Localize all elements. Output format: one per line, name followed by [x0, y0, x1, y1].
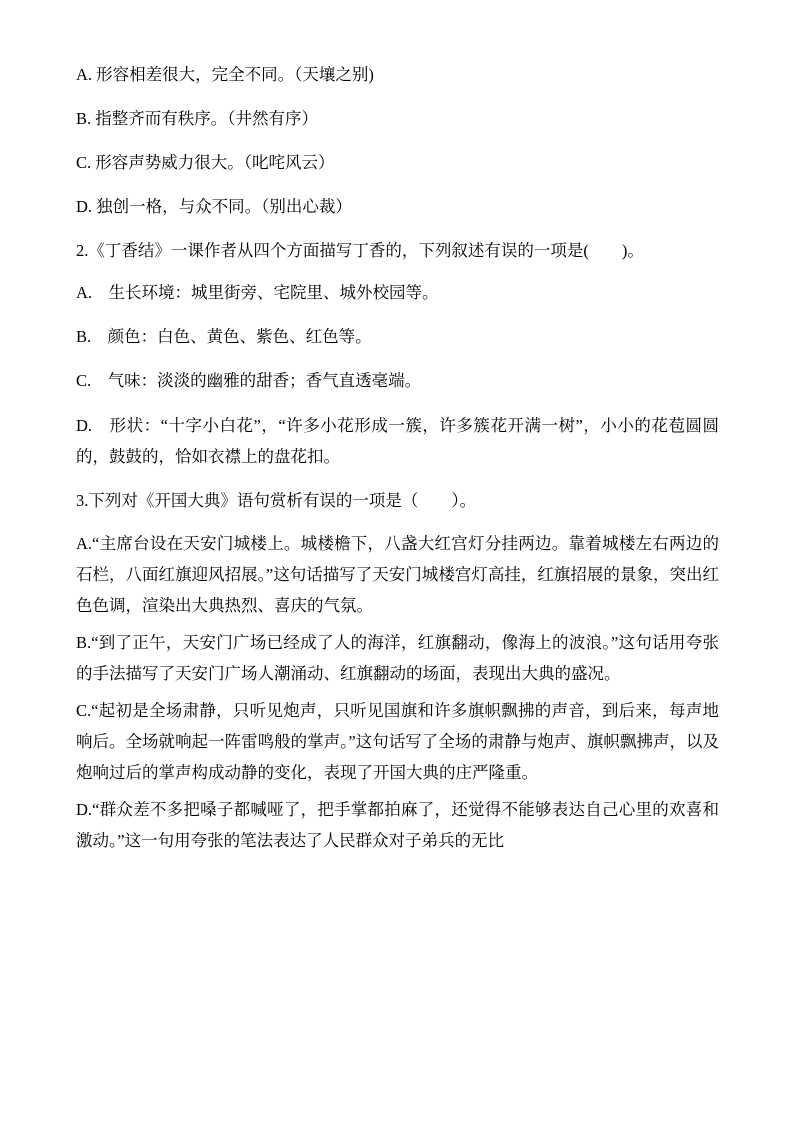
question-3	[76, 486, 719, 856]
question-2-stem: 2.《丁香结》一课作者从四个方面描写丁香的，下列叙述有误的一项是( )。	[76, 241, 644, 260]
option-d: D. 独创一格，与众不同。（别出心裁）	[76, 197, 352, 216]
option-b: B. 指整齐而有秩序。（井然有序）	[76, 109, 319, 128]
question-2-option-c: C. 气味：淡淡的幽雅的甜香；香气直透毫端。	[76, 371, 422, 390]
option-a: A. 形容相差很大，完全不同。（天壤之别)	[76, 65, 374, 84]
question-2	[76, 236, 719, 472]
option-c: C. 形容声势威力很大。（叱咤风云）	[76, 153, 335, 172]
question-3-option-b: B.“到了正午，天安门广场已经成了人的海洋，红旗翻动，像海上的波浪。”这句话用夸张的手法描写了天安门广场人潮涌动、红旗翻动的场面，表现出大典的盛况。	[76, 633, 719, 683]
question-3-option-c: C.“起初是全场肃静，只听见炮声，只听见国旗和许多旗帜飘拂的声音，到后来，每声地响后。全场就响起一阵雷鸣般的掌声。”这句话写了全场的肃静与炮声、旗帜飘拂声，以及炮响过后的掌声构成动静的变化，表现了开国大典的庄严隆重。	[76, 701, 719, 782]
options-group-1	[76, 60, 719, 222]
question-3-option-a: A.“主席台设在天安门城楼上。城楼檐下，八盏大红宫灯分挂两边。靠着城楼左右两边的石栏，八面红旗迎风招展。”这句话描写了天安门城楼宫灯高挂，红旗招展的景象，突出红色色调，渲染出大典热烈、喜庆的气氛。	[76, 534, 719, 615]
question-2-option-d: D. 形状：“十字小白花”，“许多小花形成一簇，许多簇花开满一树”，小小的花苞圆圆的，鼓鼓的，恰如衣襟上的盘花扣。	[76, 416, 719, 466]
question-3-option-d: D.“群众差不多把嗓子都喊哑了，把手掌都拍麻了，还觉得不能够表达自己心里的欢喜和激动。”这一句用夸张的笔法表达了人民群众对子弟兵的无比	[76, 800, 719, 850]
question-2-option-b: B. 颜色：白色、黄色、紫色、红色等。	[76, 327, 372, 346]
question-2-option-a: A. 生长环境：城里街旁、宅院里、城外校园等。	[76, 283, 439, 302]
question-3-stem: 3.下列对《开国大典》语句赏析有误的一项是（ ）。	[76, 491, 477, 510]
